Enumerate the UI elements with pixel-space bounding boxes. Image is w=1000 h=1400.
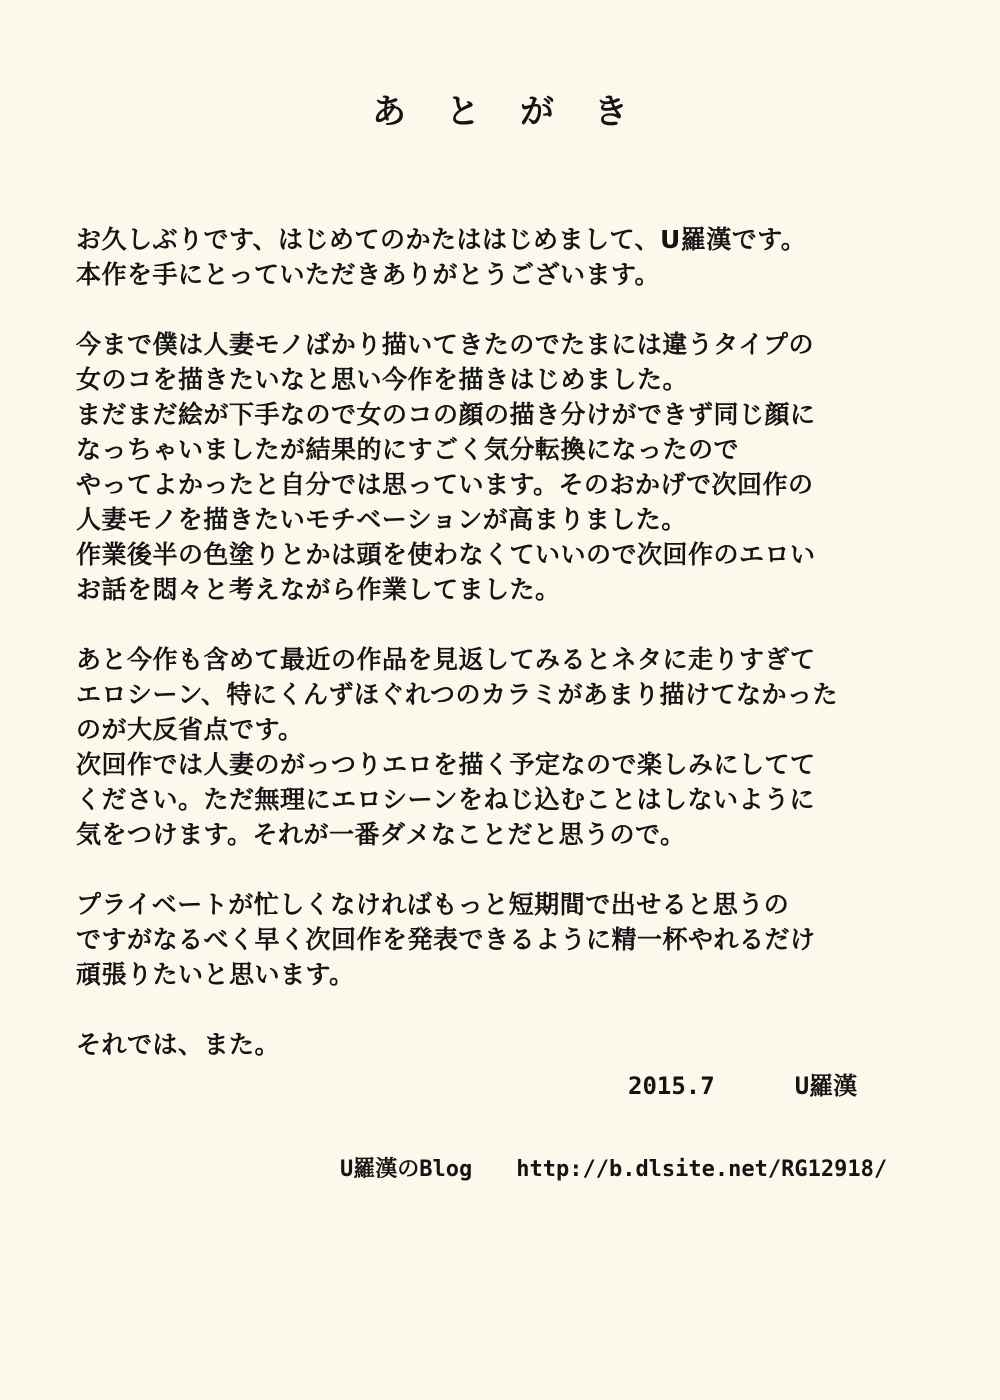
text-line: 次回作では人妻のがっつりエロを描く予定なので楽しみにしてて bbox=[76, 750, 816, 779]
text-line: なっちゃいましたが結果的にすごく気分転換になったので bbox=[76, 435, 740, 464]
signature bbox=[628, 1066, 857, 1106]
text-line: お話を悶々と考えながら作業してました。 bbox=[76, 575, 561, 604]
text-line: 人妻モノを描きたいモチベーションが高まりました。 bbox=[76, 505, 687, 534]
paragraph-1 bbox=[76, 222, 946, 292]
text-line: のが大反省点です。 bbox=[76, 715, 304, 744]
text-line: 本作を手にとっていただきありがとうございます。 bbox=[76, 260, 661, 289]
afterword-body bbox=[76, 222, 946, 1097]
signature-author: U羅漢 bbox=[794, 1072, 858, 1100]
text-line: エロシーン、特にくんずほぐれつのカラミがあまり描けてなかった bbox=[76, 680, 839, 709]
text-line: 女のコを描きたいなと思い今作を描きはじめました。 bbox=[76, 365, 689, 394]
blog-label: U羅漢のBlog bbox=[340, 1157, 473, 1182]
text-line: 頑張りたいと思います。 bbox=[76, 960, 355, 989]
paragraph-5 bbox=[76, 1027, 946, 1062]
paragraph-2 bbox=[76, 327, 946, 607]
blog-info bbox=[340, 1152, 887, 1188]
text-line: 今まで僕は人妻モノばかり描いてきたのでたまには違うタイプの bbox=[76, 330, 815, 359]
text-line: お久しぶりです、はじめてのかたははじめまして、U羅漢です。 bbox=[76, 225, 807, 254]
text-line: ください。ただ無理にエロシーンをねじ込むことはしないように bbox=[76, 785, 816, 814]
page-title: あとがき bbox=[372, 92, 668, 132]
paragraph-4 bbox=[76, 887, 946, 992]
text-line: やってよかったと自分では思っています。そのおかげで次回作の bbox=[76, 470, 814, 499]
text-line: まだまだ絵が下手なので女のコの顔の描き分けができず同じ顔に bbox=[76, 400, 816, 429]
text-line: プライベートが忙しくなければもっと短期間で出せると思うの bbox=[76, 890, 790, 919]
text-line: 気をつけます。それが一番ダメなことだと思うので。 bbox=[76, 820, 686, 849]
paragraph-3 bbox=[76, 642, 946, 852]
text-line: あと今作も含めて最近の作品を見返してみるとネタに走りすぎて bbox=[76, 645, 816, 674]
text-line: 作業後半の色塗りとかは頭を使わなくていいので次回作のエロい bbox=[76, 540, 816, 569]
text-line: ですがなるべく早く次回作を発表できるように精一杯やれるだけ bbox=[76, 925, 816, 954]
blog-url: http://b.dlsite.net/RG12918/ bbox=[516, 1157, 888, 1182]
text-line: それでは、また。 bbox=[76, 1030, 281, 1059]
signature-date: 2015.7 bbox=[628, 1072, 715, 1100]
